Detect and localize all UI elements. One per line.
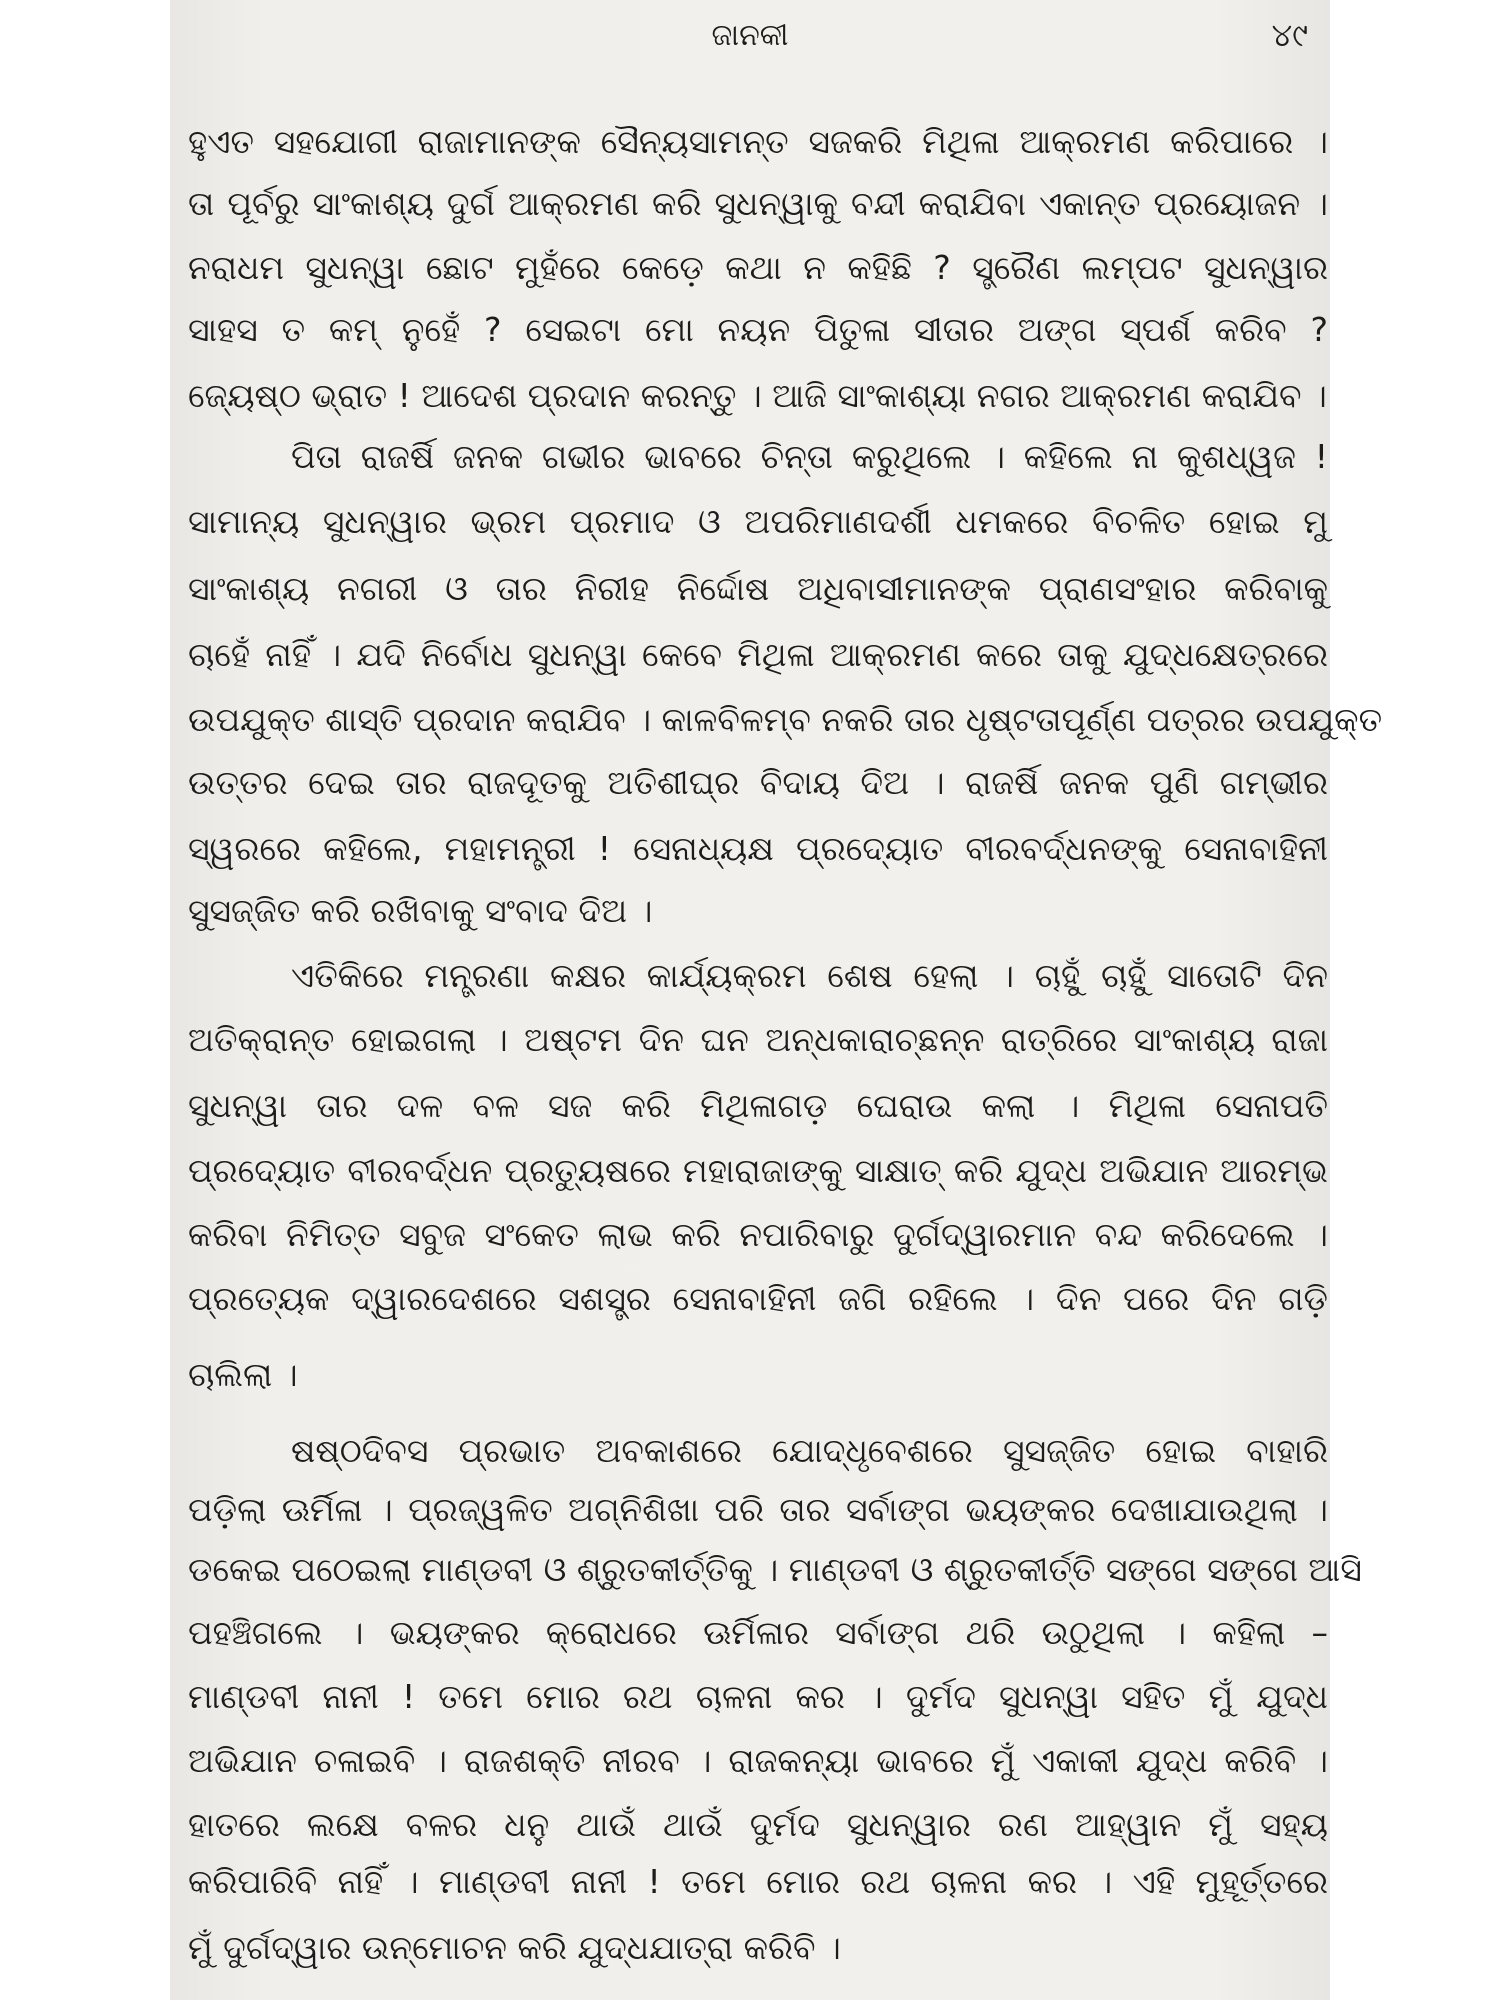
text-line: ତା ପୂର୍ବରୁ ସାଂକାଶ୍ୟ ଦୁର୍ଗ ଆକ୍ରମଣ କରି ସୁଧନ୍ୱାକୁ ବନ୍ଦୀ କରାଯିବା ଏକାନ୍ତ ପ୍ରୟୋଜନ । — [188, 184, 1328, 223]
text-line: ମୁଁ ଦୁର୍ଗଦ୍ୱାର ଉନ୍ମୋଚନ କରି ଯୁଦ୍ଧଯାତ୍ରା କରିବି । — [188, 1928, 841, 1967]
text-line: ପିତା ରାଜର୍ଷି ଜନକ ଗଭୀର ଭାବରେ ଚିନ୍ତା କରୁଥିଲେ । କହିଲେ ନା କୁଶଧ୍ୱଜ ! — [291, 437, 1328, 476]
page-number: ୪୯ — [1271, 16, 1308, 54]
text-line: ନରାଧମ ସୁଧନ୍ୱା ଛୋଟ ମୁହଁରେ କେଡ଼େ କଥା ନ କହିଛି ? ସ୍ତ୍ରୈଣ ଲମ୍ପଟ ସୁଧନ୍ୱାର — [188, 248, 1328, 287]
text-line: ସାଂକାଶ୍ୟ ନଗରୀ ଓ ତାର ନିରୀହ ନିର୍ଦ୍ଦୋଷ ଅଧିବାସୀମାନଙ୍କ ପ୍ରାଣସଂହାର କରିବାକୁ — [188, 569, 1328, 608]
text-line: କରିପାରିବି ନାହିଁ । ମାଣ୍ଡବୀ ନାନୀ ! ତମେ ମୋର ରଥ ଚାଳନା କର । ଏହି ମୁହୂର୍ତ୍ତରେ — [188, 1862, 1328, 1901]
text-line: କରିବା ନିମିତ୍ତ ସବୁଜ ସଂକେତ ଲାଭ କରି ନପାରିବାରୁ ଦୁର୍ଗଦ୍ୱାରମାନ ବନ୍ଦ କରିଦେଲେ । — [188, 1215, 1328, 1254]
text-line: ଏତିକିରେ ମନ୍ତ୍ରଣା କକ୍ଷର କାର୍ଯ୍ୟକ୍ରମ ଶେଷ ହେଲା । ଚାହୁଁ ଚାହୁଁ ସାତୋଟି ଦିନ — [291, 956, 1328, 995]
text-line: ହୁଏତ ସହଯୋଗୀ ରାଜାମାନଙ୍କ ସୈନ୍ୟସାମନ୍ତ ସଜକରି ମିଥିଳା ଆକ୍ରମଣ କରିପାରେ । — [188, 122, 1328, 161]
text-line: ଚାଲିଲା । — [188, 1355, 298, 1394]
text-line: ପ୍ରଦ୍ୟୋତ ବୀରବର୍ଦ୍ଧନ ପ୍ରତ୍ୟୁଷରେ ମହାରାଜାଙ୍କୁ ସାକ୍ଷାତ୍ କରି ଯୁଦ୍ଧ ଅଭିଯାନ ଆରମ୍ଭ — [188, 1151, 1328, 1190]
text-line: ହାତରେ ଲକ୍ଷେ ବଳର ଧନୁ ଥାଉଁ ଥାଉଁ ଦୁର୍ମଦ ସୁଧନ୍ୱାର ରଣ ଆହ୍ୱାନ ମୁଁ ସହ୍ୟ — [188, 1805, 1328, 1844]
text-line: ଜ୍ୟେଷ୍ଠ ଭ୍ରାତ ! ଆଦେଶ ପ୍ରଦାନ କରନ୍ତୁ । ଆଜି ସାଂକାଶ୍ୟା ନଗର ଆକ୍ରମଣ କରାଯିବ । — [188, 376, 1327, 415]
text-line: ଉତ୍ତର ଦେଇ ତାର ରାଜଦୂତକୁ ଅତିଶୀଘ୍ର ବିଦାୟ ଦିଅ । ରାଜର୍ଷି ଜନକ ପୁଣି ଗମ୍ଭୀର — [188, 763, 1328, 802]
text-line: ଷଷ୍ଠଦିବସ ପ୍ରଭାତ ଅବକାଶରେ ଯୋଦ୍ଧୃବେଶରେ ସୁସଜ୍ଜିତ ହୋଇ ବାହାରି — [291, 1431, 1328, 1470]
text-line: ପ୍ରତ୍ୟେକ ଦ୍ୱାରଦେଶରେ ସଶସ୍ତ୍ର ସେନାବାହିନୀ ଜଗି ରହିଲେ । ଦିନ ପରେ ଦିନ ଗଡ଼ି — [188, 1279, 1328, 1318]
text-line: ସୁଧନ୍ୱା ତାର ଦଳ ବଳ ସଜ କରି ମିଥିଳାଗଡ଼ ଘେରାଉ କଲା । ମିଥିଳା ସେନାପତି — [188, 1086, 1328, 1125]
text-line: ଅଭିଯାନ ଚଳାଇବି । ରାଜଶକ୍ତି ନୀରବ । ରାଜକନ୍ୟା ଭାବରେ ମୁଁ ଏକାକୀ ଯୁଦ୍ଧ କରିବି । — [188, 1741, 1328, 1780]
text-line: ଚାହେଁ ନାହିଁ । ଯଦି ନିର୍ବୋଧ ସୁଧନ୍ୱା କେବେ ମିଥିଳା ଆକ୍ରମଣ କରେ ତାକୁ ଯୁଦ୍ଧକ୍ଷେତ୍ରରେ — [188, 635, 1328, 674]
book-page — [170, 0, 1383, 2000]
text-line: ସାହସ ତ କମ୍ ନୁହେଁ ? ସେଇଟା ମୋ ନୟନ ପିତୁଳା ସୀତାର ଅଙ୍ଗ ସ୍ପର୍ଶ କରିବ ? — [188, 310, 1328, 349]
text-line: ଉପଯୁକ୍ତ ଶାସ୍ତି ପ୍ରଦାନ କରାଯିବ । କାଳବିଳମ୍ବ ନକରି ତାର ଧୃଷ୍ଟତାପୂର୍ଣ୍ଣ ପତ୍ରର ଉପଯୁକ୍ତ — [188, 700, 1383, 739]
running-header-title: ଜାନକୀ — [711, 18, 789, 53]
text-line: ସ୍ୱରରେ କହିଲେ, ମହାମନ୍ତ୍ରୀ ! ସେନାଧ୍ୟକ୍ଷ ପ୍ରଦ୍ୟୋତ ବୀରବର୍ଦ୍ଧନଙ୍କୁ ସେନାବାହିନୀ — [188, 829, 1328, 868]
text-line: ଅତିକ୍ରାନ୍ତ ହୋଇଗଲା । ଅଷ୍ଟମ ଦିନ ଘନ ଅନ୍ଧକାରାଚ୍ଛନ୍ନ ରାତ୍ରିରେ ସାଂକାଶ୍ୟ ରାଜା — [188, 1020, 1328, 1059]
text-line: ଡକେଇ ପଠେଇଲା ମାଣ୍ଡବୀ ଓ ଶ୍ରୁତକୀର୍ତ୍ତିକୁ । ମାଣ୍ଡବୀ ଓ ଶ୍ରୁତକୀର୍ତ୍ତି ସଙ୍ଗେ ସଙ୍ଗେ ଆସି — [188, 1550, 1362, 1589]
text-line: ସାମାନ୍ୟ ସୁଧନ୍ୱାର ଭ୍ରମ ପ୍ରମାଦ ଓ ଅପରିମାଣଦର୍ଶୀ ଧମକରେ ବିଚଳିତ ହୋଇ ମୁ — [188, 502, 1328, 541]
text-line: ସୁସଜ୍ଜିତ କରି ରଖିବାକୁ ସଂବାଦ ଦିଅ । — [188, 891, 653, 930]
text-line: ପଡ଼ିଲା ଊର୍ମିଳା । ପ୍ରଜ୍ୱଳିତ ଅଗ୍ନିଶିଖା ପରି ତାର ସର୍ବାଙ୍ଗ ଭୟଙ୍କର ଦେଖାଯାଉଥିଲା । — [188, 1490, 1328, 1529]
text-line: ପହଞ୍ଚିଗଲେ । ଭୟଙ୍କର କ୍ରୋଧରେ ଊର୍ମିଳାର ସର୍ବାଙ୍ଗ ଥରି ଉଠୁଥିଲା । କହିଲା – — [188, 1613, 1328, 1652]
text-line: ମାଣ୍ଡବୀ ନାନୀ ! ତମେ ମୋର ରଥ ଚାଳନା କର । ଦୁର୍ମଦ ସୁଧନ୍ୱା ସହିତ ମୁଁ ଯୁଦ୍ଧ — [188, 1677, 1328, 1716]
